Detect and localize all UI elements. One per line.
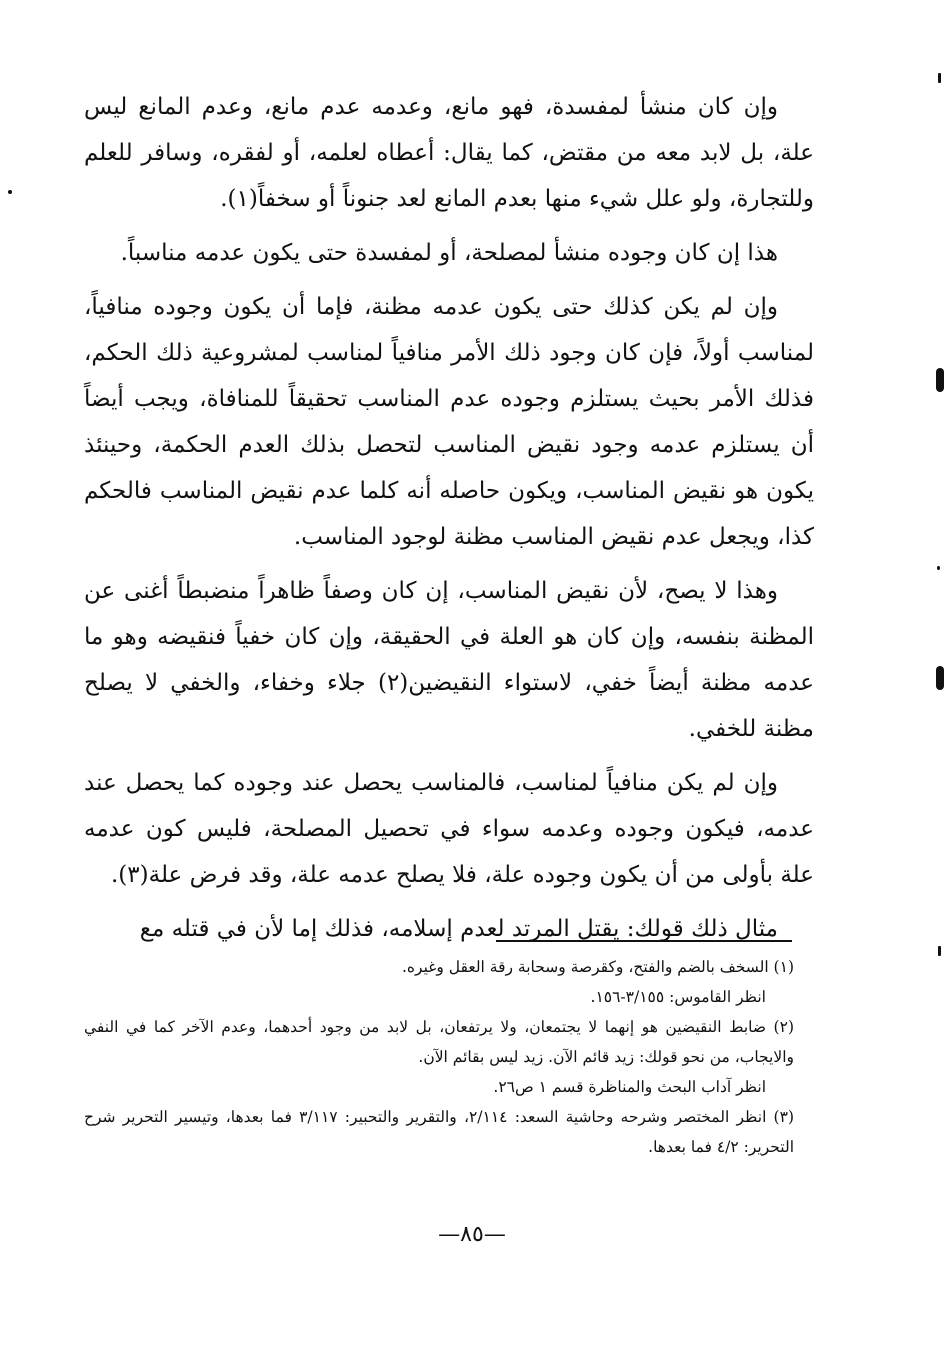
- scan-speck: [938, 946, 941, 956]
- scan-speck: [936, 666, 944, 690]
- scan-speck: [938, 73, 941, 83]
- footnote-2-reference: انظر آداب البحث والمناظرة قسم ١ ص٢٦.: [493, 1078, 766, 1096]
- paragraph: وإن لم يكن كذلك حتى يكون عدمه مظنة، فإما أن يكون وجوده منافياً، لمناسب أولاً، فإن كان وجود ذلك الأمر منافياً لمناسب لمشروعية ذلك الحكم، فذلك الأمر بحيث يستلزم وجوده عدم المناسب تحقيقاً للمنافاة، ويجب أيضاً أن يستلزم عدمه وجود نقيض المناسب لتحصل بذلك العدم الحكمة، وحينئذ يكون هو نقيض المناسب، ويكون حاصله أنه كلما عدم نقيض المناسب فالحكم كذا، ويجعل عدم نقيض المناسب مظنة لوجود المناسب.: [84, 294, 814, 550]
- footnote-3: (٣) انظر المختصر وشرحه وحاشية السعد: ٢/١١٤، والتقرير والتحبير: ٣/١١٧ فما بعدها، وتيسير التحرير شرح التحرير: ٤/٢ فما بعدها.: [84, 1108, 794, 1156]
- footnote-2: (٢) ضابط النقيضين هو إنهما لا يجتمعان، ولا يرتفعان، بل لابد من وجود أحدهما، وعدم الآخر كما في النفي والايجاب، من نحو قولك: زيد قائم الآن. زيد ليس بقائم الآن.: [84, 1018, 794, 1066]
- main-text: [84, 84, 814, 960]
- scan-speck: [937, 566, 940, 570]
- paragraph: مثال ذلك قولك: يقتل المرتد لعدم إسلامه، فذلك إما لأن في قتله مع: [139, 916, 778, 942]
- paragraph: وهذا لا يصح، لأن نقيض المناسب، إن كان وصفاً ظاهراً منضبطاً أغنى عن المظنة بنفسه، وإن كان هو العلة في الحقيقة، وإن كان خفياً فنقيضه وهو ما عدمه مظنة أيضاً خفي، لاستواء النقيضين(٢) جلاء وخفاء، والخفي لا يصلح مظنة للخفي.: [84, 578, 814, 742]
- paragraph: هذا إن كان وجوده منشأ لمصلحة، أو لمفسدة حتى يكون عدمه مناسباً.: [120, 240, 778, 266]
- footnote-separator: [496, 940, 792, 942]
- paragraph: وإن كان منشأ لمفسدة، فهو مانع، وعدمه عدم مانع، وعدم المانع ليس علة، بل لابد معه من مقتض، كما يقال: أعطاه لعلمه، أو لفقره، وسافر للعلم وللتجارة، ولو علل شيء منها بعدم المانع لعد جنوناً أو سخفاً(١).: [84, 94, 814, 212]
- scan-speck: [8, 190, 12, 194]
- footnote-1-reference: انظر القاموس: ٣/١٥٥-١٥٦.: [590, 988, 766, 1006]
- footnotes: [84, 952, 794, 1162]
- scan-speck: [936, 368, 944, 392]
- paragraph: وإن لم يكن منافياً لمناسب، فالمناسب يحصل عند وجوده كما يحصل عند عدمه، فيكون وجوده وعدمه سواء في تحصيل المصلحة، فليس كون عدمه علة بأولى من أن يكون وجوده علة، فلا يصلح عدمه علة، وقد فرض علة(٣).: [84, 770, 814, 888]
- footnote-1: (١) السخف بالضم والفتح، وكقرصة وسحابة رقة العقل وغيره.: [401, 958, 794, 976]
- page-number: —٨٥—: [438, 1222, 506, 1247]
